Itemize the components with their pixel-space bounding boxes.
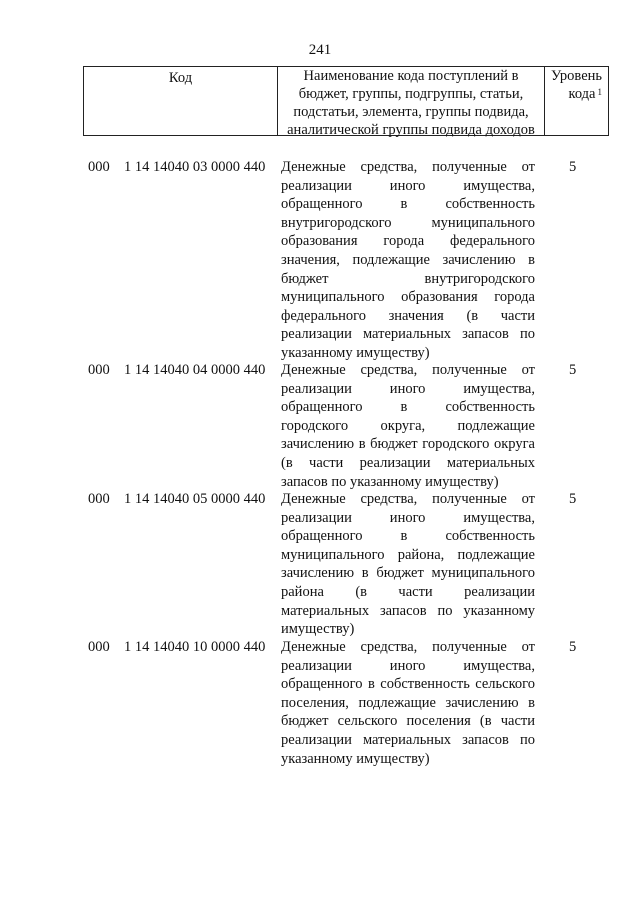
row-code: 1 14 14040 10 0000 440 [124,639,266,655]
row-code: 1 14 14040 04 0000 440 [124,362,266,378]
row-level: 5 [569,639,577,655]
header-level [545,67,608,135]
header-name: Наименование кода поступлений в бюджет, группы, подгруппы, статьи, подстатьи, элемента, группы подвида, аналитической группы подвида доходов [278,67,545,135]
row-name: Денежные средства, полученные от реализации иного имущества, обращенного в собственность внутригородского муниципального образования города федерального значения, подлежащие зачислению в бюджет внутригородского муниципального образования города федерального значения (в части реализации материальных запасов по указанному имуществу) [281,159,535,361]
row-prefix: 000 [88,491,110,507]
page-number: 241 [308,42,332,58]
row-level: 5 [569,362,577,378]
row-code: 1 14 14040 05 0000 440 [124,491,266,507]
row-level: 5 [569,491,577,507]
row-name: Денежные средства, полученные от реализации иного имущества, обращенного в собственность сельского поселения, подлежащие зачислению в бюджет сельского поселения (в части реализации материальных запасов по указанному имуществу) [281,639,535,767]
table-header [83,66,609,136]
row-level: 5 [569,159,577,175]
row-prefix: 000 [88,639,110,655]
header-level-label: Уровень кода [550,68,602,102]
row-code: 1 14 14040 03 0000 440 [124,159,266,175]
row-name: Денежные средства, полученные от реализации иного имущества, обращенного в собственность муниципального района, подлежащие зачислению в бюджет муниципального района (в части реализации материальных запасов по указанному имуществу) [281,491,535,638]
row-prefix: 000 [88,159,110,175]
row-prefix: 000 [88,362,110,378]
row-name: Денежные средства, полученные от реализации иного имущества, обращенного в собственность городского округа, подлежащие зачислению в бюджет городского округа (в части реализации материальных запасов по указанному имуществу) [281,362,535,490]
header-level-footnote: 1 [597,87,602,97]
header-code: Код [84,67,278,135]
